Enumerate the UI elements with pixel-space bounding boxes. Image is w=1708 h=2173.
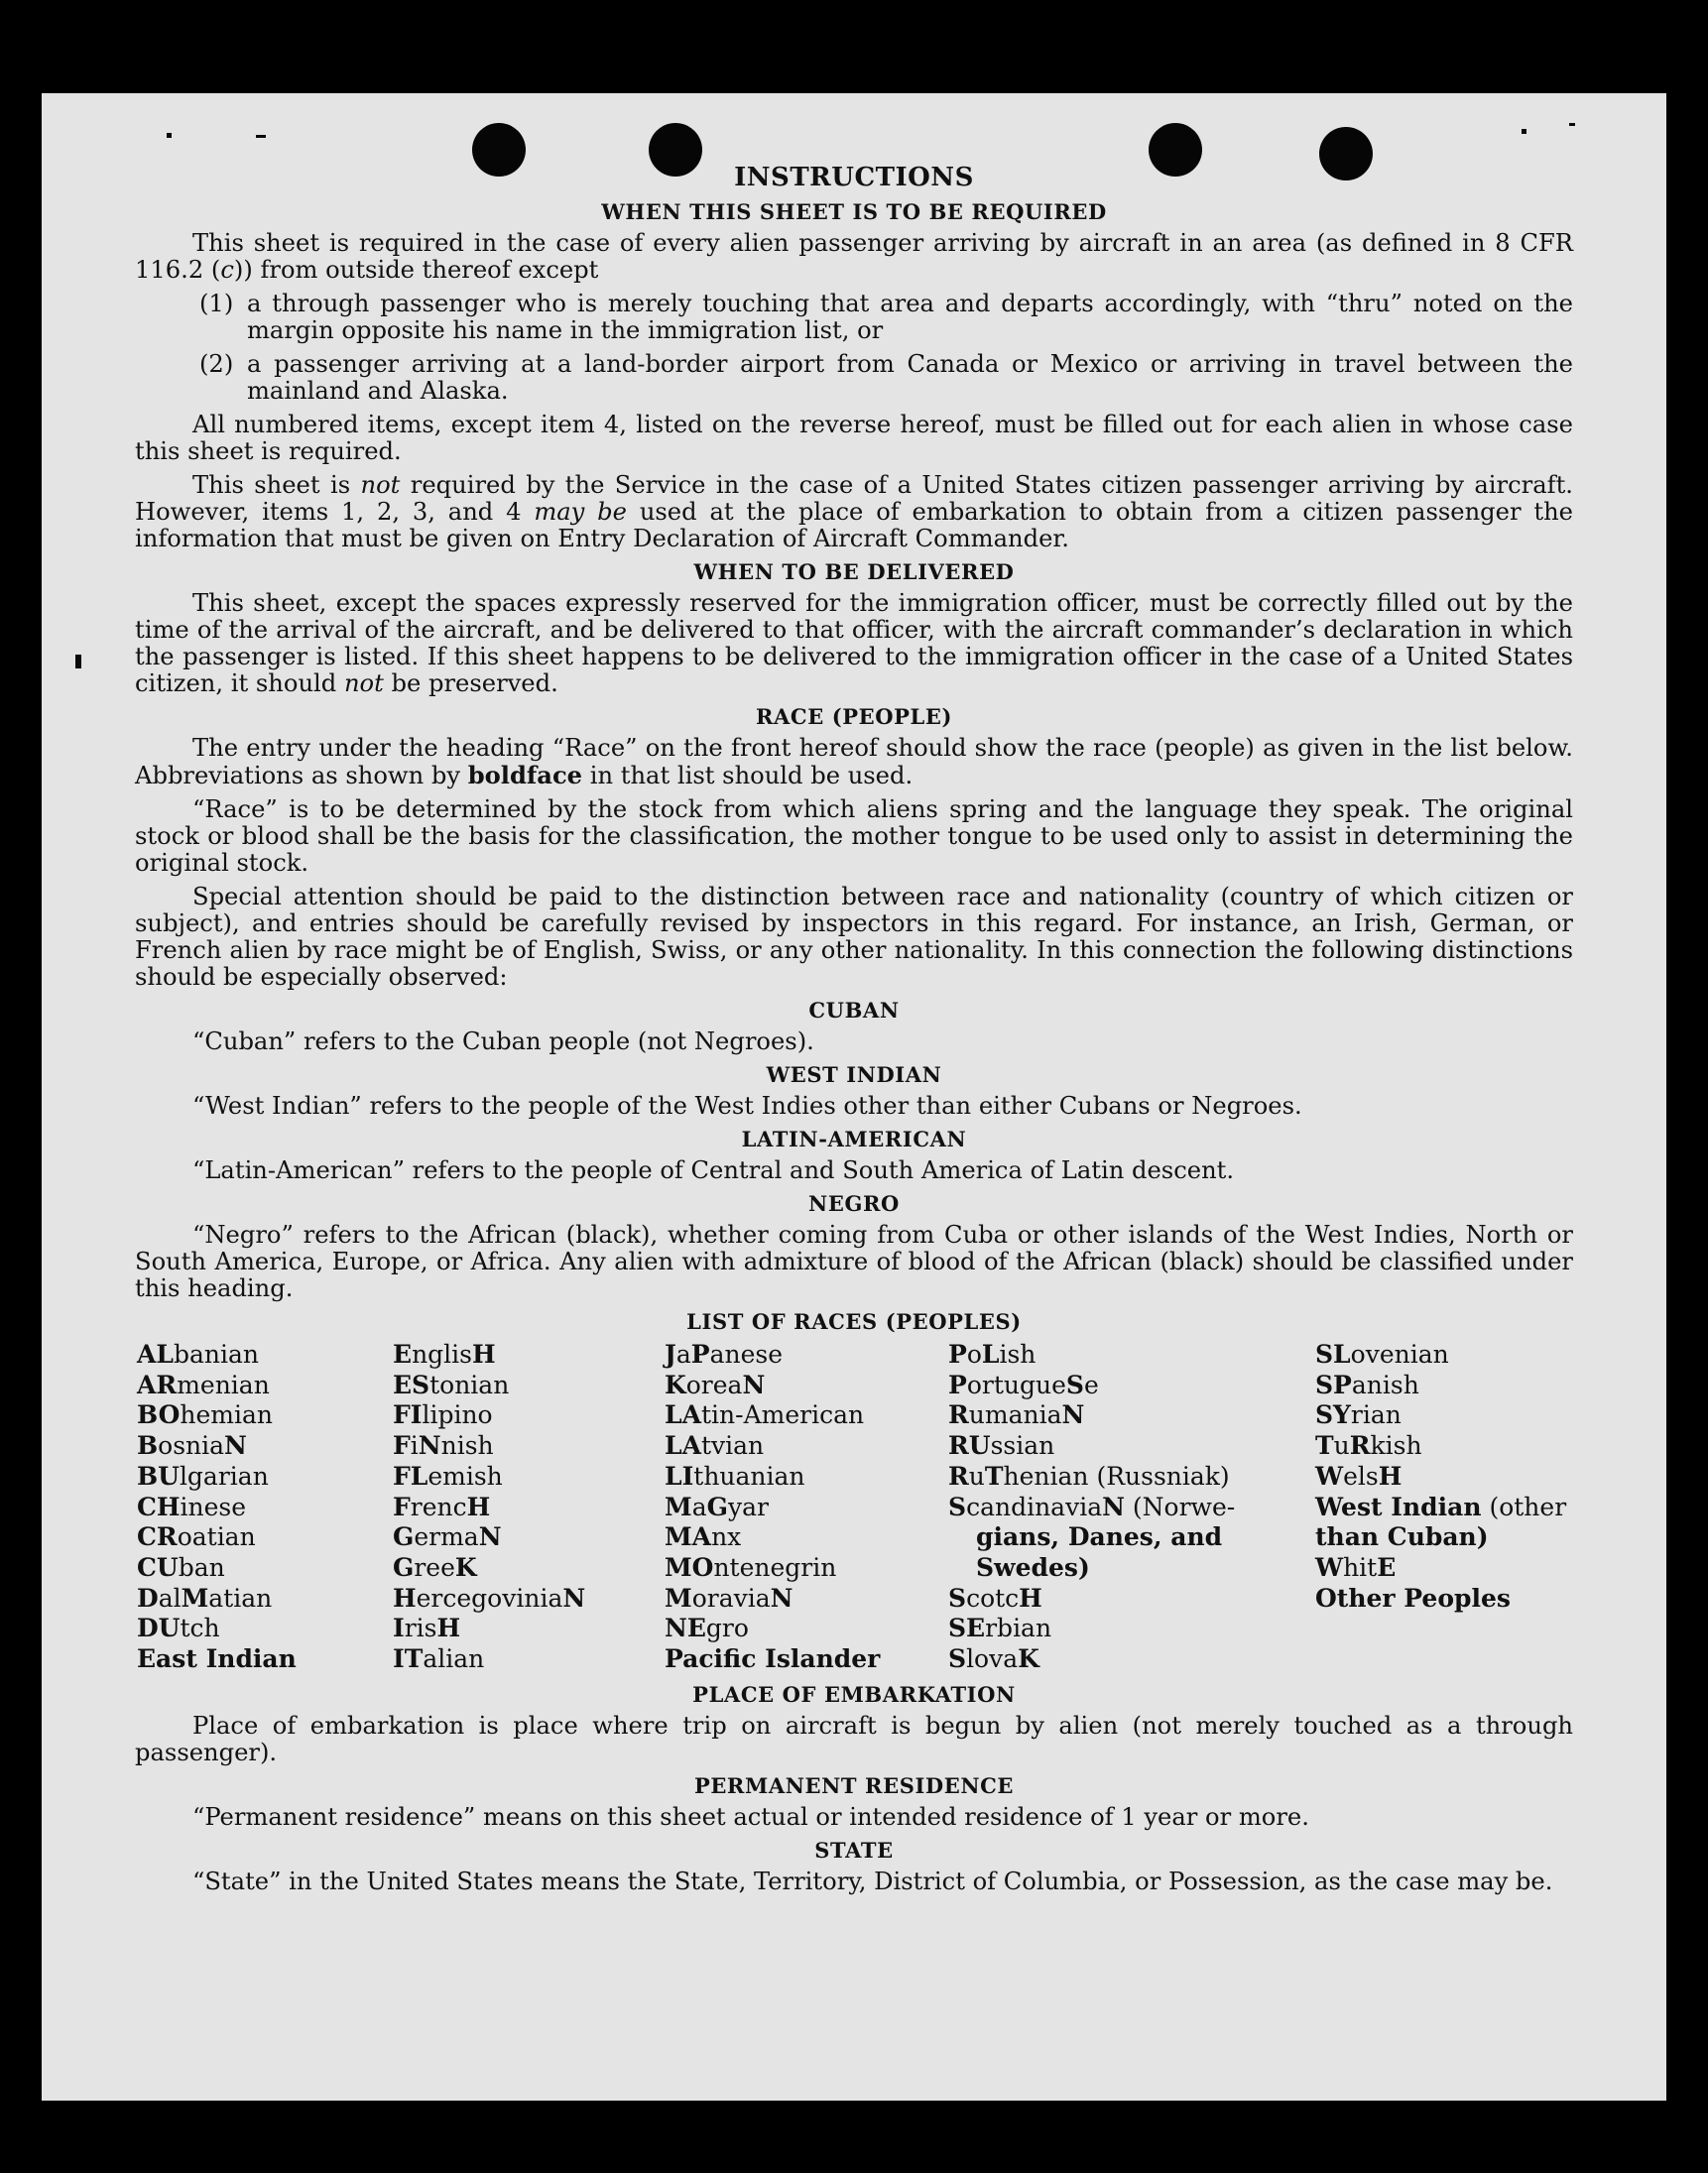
section-heading: STATE: [814, 1837, 894, 1863]
race-item: FiNnish: [393, 1431, 494, 1461]
italic-text: not: [360, 471, 401, 499]
text-run: The entry under the heading “Race” on the front hereof should show the race (people) as given in the list below. Abbreviations as shown by: [135, 734, 1573, 789]
list-item: [135, 351, 1573, 405]
race-item: PoLish: [948, 1340, 1037, 1369]
race-item: DalMatian: [137, 1583, 273, 1613]
paragraph: [135, 230, 1573, 284]
instructions-content: [135, 163, 1573, 1902]
race-item: SlovaK: [948, 1644, 1039, 1674]
text-run: be preserved.: [383, 669, 558, 697]
paragraph: All numbered items, except item 4, listed on the reverse hereof, must be filled out for each alien in whose case this sheet is required.: [135, 411, 1573, 465]
race-column: [393, 1340, 665, 1675]
race-item: SErbian: [948, 1614, 1052, 1643]
text-run: in that list should be used.: [582, 762, 914, 789]
stray-mark: [167, 133, 172, 138]
list-item: [135, 291, 1573, 344]
stray-mark: [1569, 123, 1575, 126]
section-heading: LATIN-AMERICAN: [741, 1127, 967, 1151]
stray-mark: [256, 135, 266, 138]
race-item: RumaniaN: [948, 1400, 1085, 1430]
race-item: TuRkish: [1315, 1431, 1422, 1461]
race-item: RuThenian (Russniak): [948, 1461, 1230, 1491]
section-heading: PERMANENT RESIDENCE: [693, 1772, 1015, 1798]
race-item: RUssian: [948, 1431, 1055, 1461]
paragraph: “Cuban” refers to the Cuban people (not Negroes).: [192, 1027, 814, 1055]
race-item: WhitE: [1315, 1552, 1397, 1582]
section-heading: LIST OF RACES (PEOPLES): [686, 1309, 1022, 1334]
item-number: (2): [199, 350, 234, 378]
item-text: a through passenger who is merely touching that area and departs accordingly, with “thru” noted on the margin opposite his name in the immigration list, or: [247, 290, 1573, 344]
stray-mark: [1522, 129, 1526, 134]
text-run: used at the place of embarkation to obtain from a citizen passenger the information that must be given on Entry Declaration of Aircraft Commander.: [135, 498, 1573, 552]
race-item: SPanish: [1315, 1370, 1419, 1399]
paragraph: “Latin-American” refers to the people of Central and South America of Latin descent.: [192, 1156, 1235, 1184]
paragraph: [135, 590, 1573, 697]
race-item: EStonian: [393, 1370, 510, 1399]
race-item: BosniaN: [137, 1431, 247, 1461]
race-item: MOntenegrin: [665, 1552, 837, 1582]
race-item-continuation: Swedes): [976, 1552, 1090, 1582]
race-item: MAnx: [665, 1522, 742, 1552]
text-run: required by the Service in the case of a United States citizen passenger arriving by aircraft. However, items 1, 2, 3, and 4: [135, 471, 1573, 526]
paragraph: [135, 735, 1573, 789]
race-item: PortugueSe: [948, 1370, 1099, 1399]
section-heading: RACE (PEOPLE): [755, 704, 953, 729]
bold-text: boldface: [467, 761, 583, 789]
race-item: KoreaN: [665, 1370, 766, 1399]
race-item: West Indian (other: [1315, 1492, 1567, 1521]
paragraph: “State” in the United States means the State, Territory, District of Columbia, or Possession, as the case may be.: [192, 1867, 1553, 1895]
paragraph: Special attention should be paid to the distinction between race and nationality (country of which citizen or subject), and entries should be carefully revised by inspectors in this regard. For instance, an Irish, German, or French alien by race might be of English, Swiss, or any other nationality. In this connection the following distinctions should be especially observed:: [135, 883, 1573, 991]
race-item: WelsH: [1315, 1461, 1403, 1491]
race-item: ScandinaviaN (Norwe-: [948, 1492, 1236, 1521]
race-item: FIlipino: [393, 1400, 493, 1430]
race-column: [1315, 1340, 1566, 1675]
section-heading: WEST INDIAN: [766, 1062, 942, 1087]
text-run: This sheet, except the spaces expressly reserved for the immigration officer, must be correctly filled out by the time of the arrival of the aircraft, and be delivered to that officer, with the aircraft commander’s declaration in which the passenger is listed. If this sheet happens to be delivered to the immigration officer in the case of a United States citizen, it should: [135, 589, 1573, 697]
race-item: ALbanian: [137, 1340, 259, 1369]
paragraph: “Negro” refers to the African (black), whether coming from Cuba or other islands of the West Indies, North or South America, Europe, or Africa. Any alien with admixture of blood of the African (black) should be classified under this heading.: [135, 1221, 1573, 1302]
race-item: FrencH: [393, 1492, 491, 1521]
text-run: )) from outside thereof except: [233, 256, 599, 284]
document-sheet: [42, 93, 1666, 2101]
section-heading: CUBAN: [808, 998, 900, 1023]
paragraph: “Race” is to be determined by the stock from which aliens spring and the language they speak. The original stock or blood shall be the basis for the classification, the mother tongue to be used only to assist in determining the original stock.: [135, 795, 1573, 877]
race-item: ARmenian: [137, 1370, 270, 1399]
race-item: CRoatian: [137, 1522, 256, 1552]
race-item: ITalian: [393, 1644, 485, 1674]
section-heading: PLACE OF EMBARKATION: [692, 1681, 1016, 1707]
italic-text: may be: [534, 498, 627, 526]
race-item: EnglisH: [393, 1340, 496, 1369]
section-heading: WHEN TO BE DELIVERED: [693, 559, 1015, 584]
race-item: MoraviaN: [665, 1583, 793, 1613]
race-item: LAtvian: [665, 1431, 765, 1461]
section-heading: WHEN THIS SHEET IS TO BE REQUIRED: [601, 199, 1107, 224]
item-number: (1): [199, 290, 234, 317]
page-title: INSTRUCTIONS: [734, 163, 974, 192]
race-item: CUban: [137, 1552, 225, 1582]
race-item: LIthuanian: [665, 1461, 805, 1491]
race-item: DUtch: [137, 1614, 220, 1643]
race-item: Other Peoples: [1315, 1583, 1511, 1613]
italic-text: not: [343, 669, 384, 697]
race-item: CHinese: [137, 1492, 247, 1521]
paragraph: Place of embarkation is place where trip on aircraft is begun by alien (not merely touched as a through passenger).: [135, 1711, 1573, 1766]
race-column: [137, 1340, 393, 1675]
paragraph: “Permanent residence” means on this sheet actual or intended residence of 1 year or more.: [192, 1802, 1309, 1831]
race-item: ScotcH: [948, 1583, 1042, 1613]
race-item: SYrian: [1315, 1400, 1402, 1430]
race-item: FLemish: [393, 1461, 503, 1491]
paragraph: “West Indian” refers to the people of the West Indies other than either Cubans or Negroes.: [192, 1092, 1302, 1120]
race-item: GreeK: [393, 1552, 477, 1582]
italic-text: c: [220, 256, 234, 284]
race-item: BUlgarian: [137, 1461, 269, 1491]
section-heading: NEGRO: [808, 1191, 900, 1216]
race-item: LAtin-American: [665, 1400, 865, 1430]
item-text: a passenger arriving at a land-border airport from Canada or Mexico or arriving in travel between the mainland and Alaska.: [247, 350, 1573, 405]
text-run: This sheet is required in the case of every alien passenger arriving by aircraft in an area (as defined in 8 CFR 116.2 (: [135, 229, 1573, 284]
race-item: IrisH: [393, 1614, 461, 1643]
stray-mark: [75, 655, 81, 668]
race-item: JaPanese: [665, 1340, 783, 1369]
race-item: MaGyar: [665, 1492, 769, 1521]
race-item: Pacific Islander: [665, 1644, 881, 1674]
race-item: NEgro: [665, 1614, 749, 1643]
race-item-continuation: gians, Danes, and: [976, 1522, 1223, 1552]
race-item: GermaN: [393, 1522, 502, 1552]
race-item: BOhemian: [137, 1400, 273, 1430]
race-item: SLovenian: [1315, 1340, 1449, 1369]
race-item: HercegoviniaN: [393, 1583, 586, 1613]
race-item-continuation: than Cuban): [1315, 1522, 1489, 1552]
race-list: [137, 1340, 1573, 1675]
text-run: This sheet is: [192, 471, 361, 499]
race-column: [665, 1340, 948, 1675]
race-column: [948, 1340, 1315, 1675]
race-item: East Indian: [137, 1644, 297, 1674]
paragraph: [135, 472, 1573, 552]
